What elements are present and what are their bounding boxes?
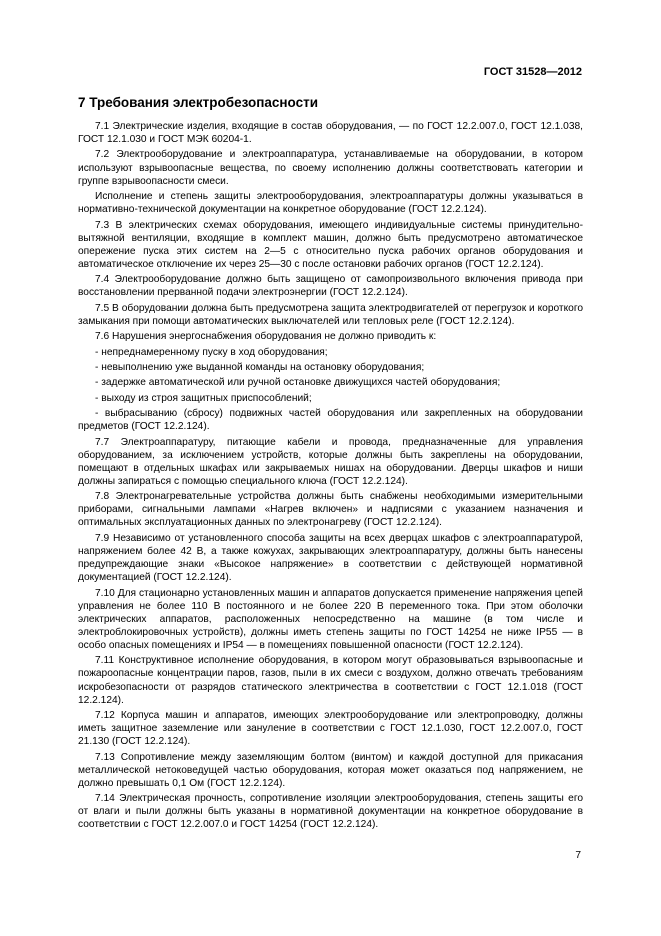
list-item: - задержке автоматической или ручной остановке движущихся частей оборудования; [95, 377, 501, 389]
paragraph: 7.12 Корпуса машин и аппаратов, имеющих электрооборудование или электропроводку, должны иметь защитное заземление или зануление в соответствии с ГОСТ 12.1.030, ГОСТ 12.2.007.0, ГОСТ 21.130 (ГОСТ 12.2.124). [78, 709, 583, 748]
paragraph: 7.8 Электронагревательные устройства должны быть снабжены необходимыми измерительными приборами, сигнальными лампами «Нагрев включен» и надписями с указанием назначения и оптимальных эксплуатационных данных по электронагреву (ГОСТ 12.2.124). [78, 491, 583, 529]
list-item: - непреднамеренному пуску в ход оборудования; [95, 346, 328, 358]
paragraph: 7.6 Нарушения энергоснабжения оборудования не должно приводить к: [95, 331, 437, 343]
paragraph: 7.3 В электрических схемах оборудования, имеющего индивидуальные системы принудительно-вытяжной вентиляции, входящие в комплект машин, должно быть предусмотрено автоматическое опережение пуска этих систем на 2—5 с относительно пуска рабочих органов оборудования и автоматическое отключение их через 25—30 с после остановки рабочих органов (ГОСТ 12.2.124). [78, 219, 583, 270]
paragraph: 7.13 Сопротивление между заземляющим болтом (винтом) и каждой доступной для прикасания металлической нетоковедущей частью оборудования, которая может оказаться под напряжением, не должно превышать 0,1 Ом (ГОСТ 12.2.124). [78, 751, 583, 789]
paragraph: 7.9 Независимо от установленного способа защиты на всех дверцах шкафов с электроаппаратурой, напряжением более 42 В, а также кожухах, закрывающих электроаппаратуру, должны быть нанесены предупреждающие знаки «Высокое напряжение» в соответствии с действующей нормативной документацией (ГОСТ 12.2.124). [78, 532, 583, 584]
paragraph: 7.1 Электрические изделия, входящие в состав оборудования, — по ГОСТ 12.2.007.0, ГОСТ 12.1.038, ГОСТ 12.1.030 и ГОСТ МЭК 60204-1. [78, 121, 583, 146]
page-number: 7 [575, 850, 581, 861]
paragraph: 7.14 Электрическая прочность, сопротивление изоляции электрооборудования, степень защиты его от влаги и пыли должны быть указаны в нормативной документации на конкретное оборудование в соответствии с ГОСТ 12.2.007.0 и ГОСТ 14254 (ГОСТ 12.2.124). [78, 793, 583, 831]
paragraph: 7.11 Конструктивное исполнение оборудования, в котором могут образовываться взрывоопасные и пожароопасные концентрации паров, газов, пыли в их смеси с воздухом, должно отвечать требованиям искробезопасности от разрядов статического электричества в соответствии с ГОСТ 12.1.018 (ГОСТ 12.2.124). [78, 655, 583, 706]
section-title: 7 Требования электробезопасности [78, 95, 319, 110]
paragraph: 7.2 Электрооборудование и электроаппаратура, устанавливаемые на оборудовании, в котором используют взрывоопасные вещества, по своему исполнению должны соответствовать категории и группе взрывоопасности смеси. [78, 149, 583, 187]
list-item: - выходу из строя защитных приспособлений; [95, 392, 312, 404]
list-item: - невыполнению уже выданной команды на остановку оборудования; [95, 361, 425, 373]
document-code-header: ГОСТ 31528—2012 [483, 66, 582, 78]
document-body [78, 120, 583, 834]
paragraph: 7.5 В оборудовании должна быть предусмотрена защита электродвигателей от перегрузок и короткого замыкания при помощи автоматических выключателей или тепловых реле (ГОСТ 12.2.124). [78, 302, 583, 327]
paragraph: 7.7 Электроаппаратуру, питающие кабели и провода, предназначенные для управления оборудованием, за исключением устройств, которые должны быть закреплены на оборудовании, помещают в отдельных шкафах или закрываемых нишах на оборудовании. Дверцы шкафов и ниши должны запираться с помощью специального ключа (ГОСТ 12.2.124). [78, 436, 583, 487]
paragraph: 7.4 Электрооборудование должно быть защищено от самопроизвольного включения привода при восстановлении прерванной подачи электроэнергии (ГОСТ 12.2.124). [78, 274, 583, 299]
list-item: - выбрасыванию (сбросу) подвижных частей оборудования или закрепленных на оборудовании предметов (ГОСТ 12.2.124). [78, 408, 583, 433]
paragraph: Исполнение и степень защиты электрооборудования, электроаппаратуры должны указываться в нормативно-технической документации на конкретное оборудование (ГОСТ 12.2.124). [78, 191, 583, 216]
paragraph: 7.10 Для стационарно установленных машин и аппаратов допускается применение напряжения цепей управления не более 110 В постоянного и не более 220 В переменного тока. При этом оболочки электрических аппаратов, расположенных непосредственно на машине (в том числе и электроблокировочных устройств), должны иметь степень защиты по ГОСТ 14254 не ниже IP55 — в особо опасных помещениях и IP54 — в помещениях повышенной опасности (ГОСТ 12.2.124). [78, 587, 583, 651]
